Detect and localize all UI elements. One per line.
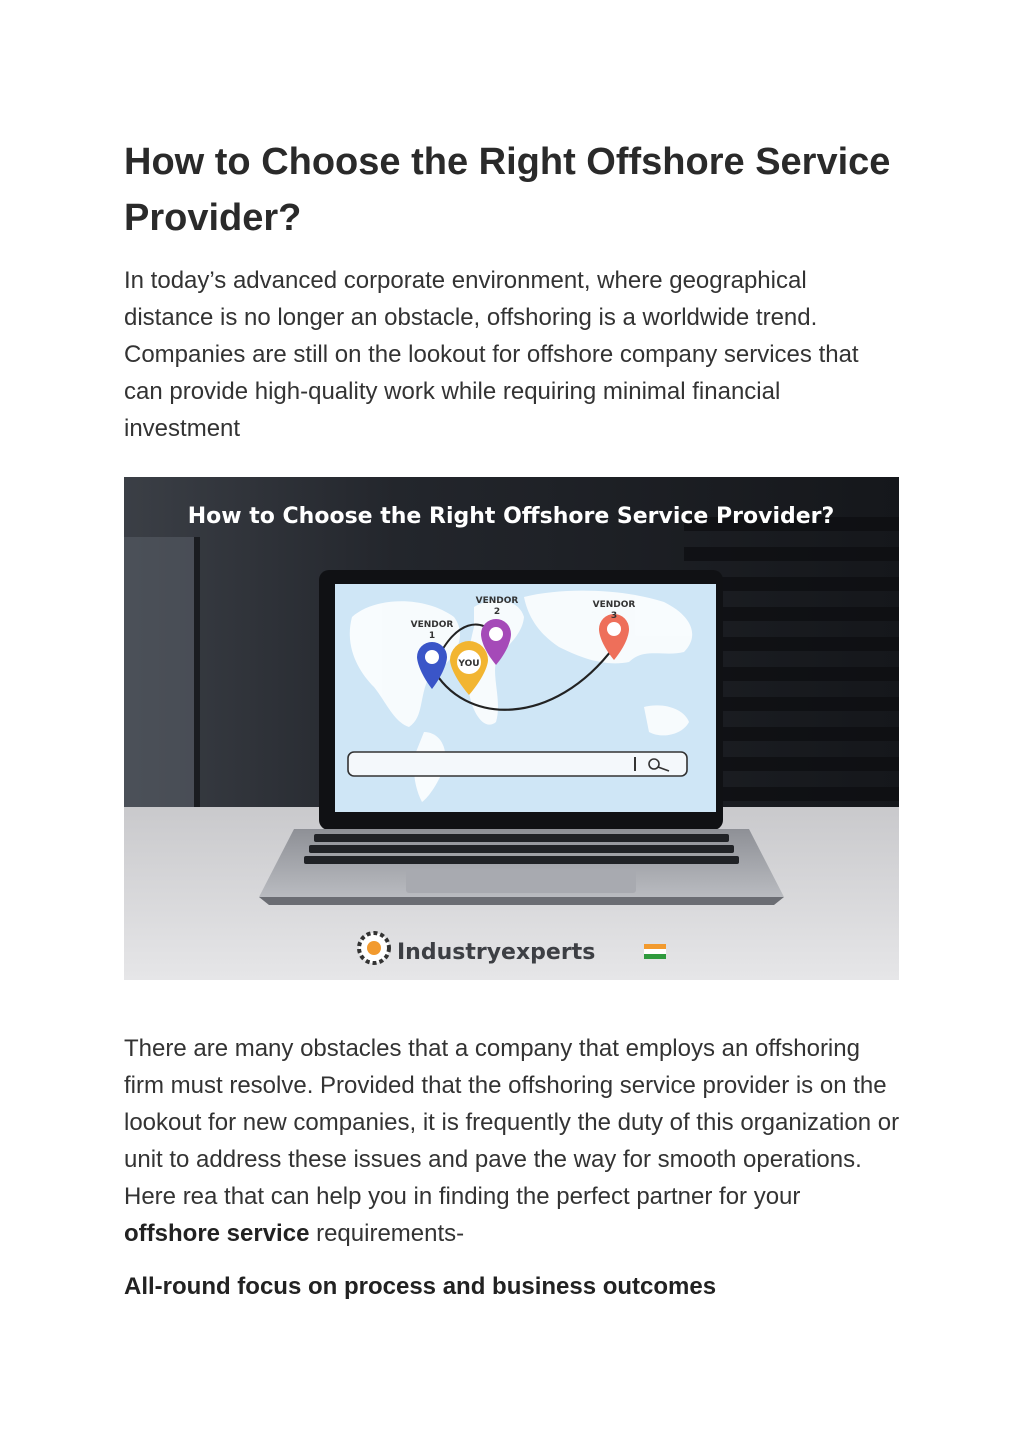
- vendor-3-number: 3: [610, 611, 618, 621]
- laptop-keyboard: [304, 834, 739, 864]
- body-text-end: requirements-: [309, 1220, 465, 1247]
- laptop-trackpad: [406, 869, 636, 893]
- you-label: YOU: [458, 659, 480, 669]
- hero-banner-title: How to Choose the Right Offshore Service Provider?: [187, 504, 835, 529]
- vendor-2-label: VENDOR: [475, 596, 519, 606]
- intro-paragraph: In today’s advanced corporate environment, where geographical distance is no longer an obstacle, offshoring is a worldwide trend. Companies are still on the lookout for offshore company services that can provide high-quality work while requiring minimal financial investment: [124, 267, 859, 442]
- hero-image: [124, 477, 899, 980]
- vendor-2-number: 2: [493, 607, 501, 617]
- vendor-1-label: VENDOR: [410, 620, 454, 630]
- section-subheading: All-round focus on process and business outcomes: [124, 1273, 717, 1300]
- vendor-1-number: 1: [428, 631, 436, 641]
- article-title: How to Choose the Right Offshore Service Provider?: [124, 141, 891, 239]
- offshore-service-bold: offshore service: [124, 1220, 310, 1247]
- logo-text: Industryexperts: [397, 940, 596, 965]
- body-paragraph: [124, 1030, 900, 1252]
- screen-search-bar: [348, 752, 687, 776]
- india-flag-icon: [644, 944, 666, 959]
- vendor-3-label: VENDOR: [592, 600, 636, 610]
- body-text-start: There are many obstacles that a company that employs an offshoring firm must resolve. Provided that the offshoring service provider is on the lookout for new companies, it is frequently the duty of this organization or unit to address these issues and pave the way for smooth operations. Here rea that can help you in finding the perfect partner for your: [124, 1035, 900, 1210]
